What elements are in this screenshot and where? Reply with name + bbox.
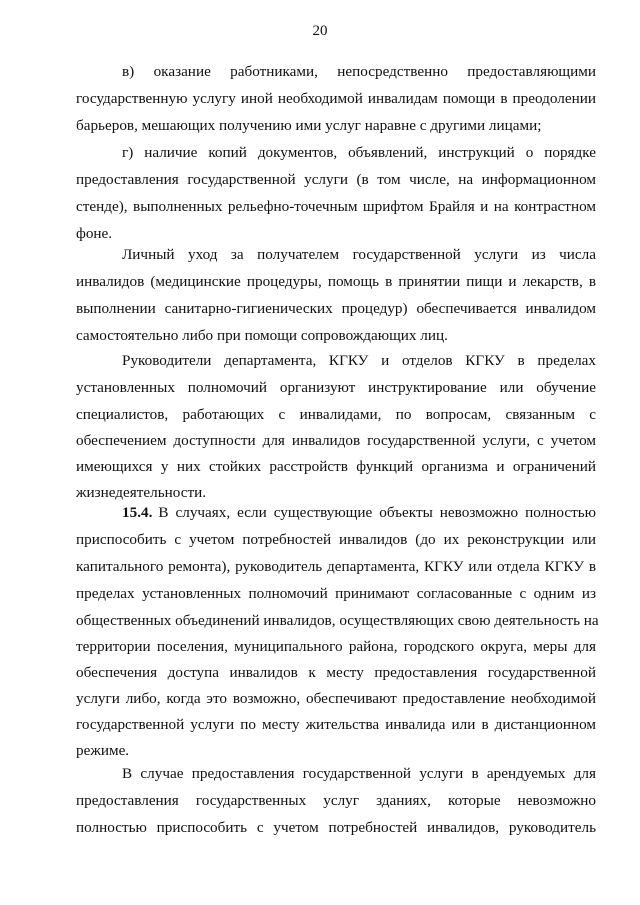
text-line: жизнедеятельности.: [76, 484, 207, 501]
text-line: режиме.: [76, 742, 130, 759]
text-line: территории поселения, муниципального района, городского округа, меры для: [76, 638, 596, 655]
text-line: специалистов, работающих с инвалидами, по вопросам, связанным с: [76, 406, 596, 423]
page-number: 20: [312, 23, 328, 39]
text-line: услуги либо, когда это возможно, обеспечивают предоставление необходимой: [76, 690, 596, 707]
text-line: имеющихся у них стойких расстройств функций организма и ограничений: [76, 458, 596, 475]
text-line: предоставления государственной услуги (в том числе, на информационном: [76, 171, 596, 188]
text-line: установленных полномочий организуют инструктирование или обучение: [76, 379, 596, 396]
text-line: обеспечением доступности для инвалидов государственной услуги, с учетом: [76, 432, 596, 449]
text-line: общественных объединений инвалидов, осуществляющих свою деятельность на: [76, 612, 599, 629]
text-line: капитального ремонта), руководитель департамента, КГКУ или отдела КГКУ в: [76, 558, 596, 575]
text-line: в) оказание работниками, непосредственно предоставляющими: [122, 63, 596, 80]
text-line: выполнении санитарно-гигиенических процедур) обеспечивается инвалидом: [76, 300, 596, 317]
text-line: Руководители департамента, КГКУ и отделов КГКУ в пределах: [122, 352, 596, 369]
text-line: Личный уход за получателем государственной услуги из числа: [122, 246, 596, 263]
section-first-line: [122, 504, 596, 522]
text-line: пределах установленных полномочий принимают согласованные с одним из: [76, 585, 596, 602]
text-line: предоставления государственных услуг зданиях, которые невозможно: [76, 792, 596, 809]
text-line: В случае предоставления государственной услуги в арендуемых для: [122, 765, 596, 782]
text-line: г) наличие копий документов, объявлений, инструкций о порядке: [122, 144, 596, 161]
text-line: приспособить с учетом потребностей инвалидов (до их реконструкции или: [76, 531, 596, 548]
text-line: В случаях, если существующие объекты невозможно полностью: [158, 504, 596, 521]
text-line: барьеров, мешающих получению ими услуг наравне с другими лицами;: [76, 117, 542, 134]
text-line: фоне.: [76, 225, 113, 242]
text-line: полностью приспособить с учетом потребностей инвалидов, руководитель: [76, 819, 596, 836]
text-line: стенде), выполненных рельефно-точечным шрифтом Брайля и на контрастном: [76, 198, 596, 215]
section-number: 15.4.: [122, 504, 153, 521]
text-line: обеспечения доступа инвалидов к месту предоставления государственной: [76, 664, 596, 681]
text-line: государственную услугу иной необходимой инвалидам помощи в преодолении: [76, 90, 596, 107]
text-line: самостоятельно либо при помощи сопровождающих лиц.: [76, 327, 448, 344]
text-line: государственной услуги по месту жительства инвалида или в дистанционном: [76, 716, 596, 733]
text-line: инвалидов (медицинские процедуры, помощь в принятии пищи и лекарств, в: [76, 273, 596, 290]
